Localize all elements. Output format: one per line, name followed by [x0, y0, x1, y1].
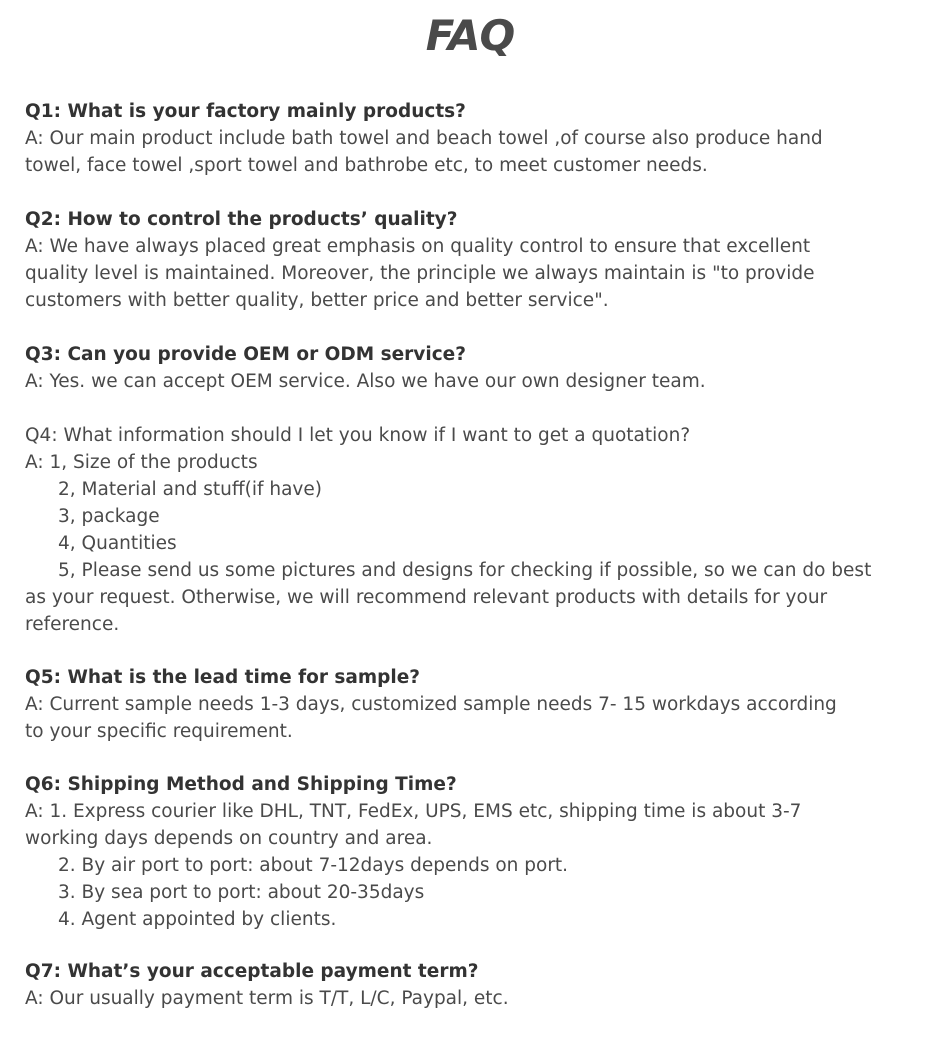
- question: Q1: What is your factory mainly products?: [25, 101, 466, 122]
- faq-item-q3: [25, 341, 915, 395]
- answer-line: A: Our usually payment term is T/T, L/C, Paypal, etc.: [25, 988, 509, 1009]
- answer-line: working days depends on country and area.: [25, 828, 433, 849]
- answer-line: A: Current sample needs 1-3 days, customized sample needs 7- 15 workdays according: [25, 694, 837, 715]
- answer-line: 2. By air port to port: about 7-12days depends on port.: [58, 855, 569, 876]
- answer-line: 3. By sea port to port: about 20-35days: [58, 882, 425, 903]
- answer-line: A: 1. Express courier like DHL, TNT, FedEx, UPS, EMS etc, shipping time is about 3-7: [25, 801, 802, 822]
- question: Q7: What’s your acceptable payment term?: [25, 961, 479, 982]
- answer-line: A: We have always placed great emphasis on quality control to ensure that excellent: [25, 236, 811, 257]
- faq-item-q6: [25, 771, 915, 933]
- answer-line: A: 1, Size of the products: [25, 452, 258, 473]
- answer-line: quality level is maintained. Moreover, the principle we always maintain is "to provide: [25, 263, 815, 284]
- faq-item-q1: [25, 98, 915, 179]
- answer-line: to your specific requirement.: [25, 721, 293, 742]
- faq-item-q2: [25, 206, 915, 314]
- faq-item-q7: [25, 958, 915, 1012]
- question: Q2: How to control the products’ quality?: [25, 209, 458, 230]
- question: Q6: Shipping Method and Shipping Time?: [25, 774, 457, 795]
- question: Q5: What is the lead time for sample?: [25, 667, 421, 688]
- answer-line: 3, package: [58, 506, 160, 527]
- page-title: FAQ: [425, 11, 515, 60]
- answer-line: A: Our main product include bath towel and beach towel ,of course also produce hand: [25, 128, 823, 149]
- answer-line: as your request. Otherwise, we will recommend relevant products with details for your: [25, 587, 828, 608]
- question: Q4: What information should I let you know if I want to get a quotation?: [25, 425, 691, 446]
- answer-line: A: Yes. we can accept OEM service. Also we have our own designer team.: [25, 371, 706, 392]
- answer-line: 5, Please send us some pictures and designs for checking if possible, so we can do best: [58, 560, 872, 581]
- answer-line: 4. Agent appointed by clients.: [58, 909, 337, 930]
- faq-item-q4: [25, 422, 915, 638]
- answer-line: reference.: [25, 614, 120, 635]
- answer-line: 2, Material and stuff(if have): [58, 479, 322, 500]
- answer-line: customers with better quality, better price and better service".: [25, 290, 609, 311]
- faq-item-q5: [25, 664, 915, 745]
- question: Q3: Can you provide OEM or ODM service?: [25, 344, 466, 365]
- answer-line: 4, Quantities: [58, 533, 177, 554]
- answer-line: towel, face towel ,sport towel and bathrobe etc, to meet customer needs.: [25, 155, 708, 176]
